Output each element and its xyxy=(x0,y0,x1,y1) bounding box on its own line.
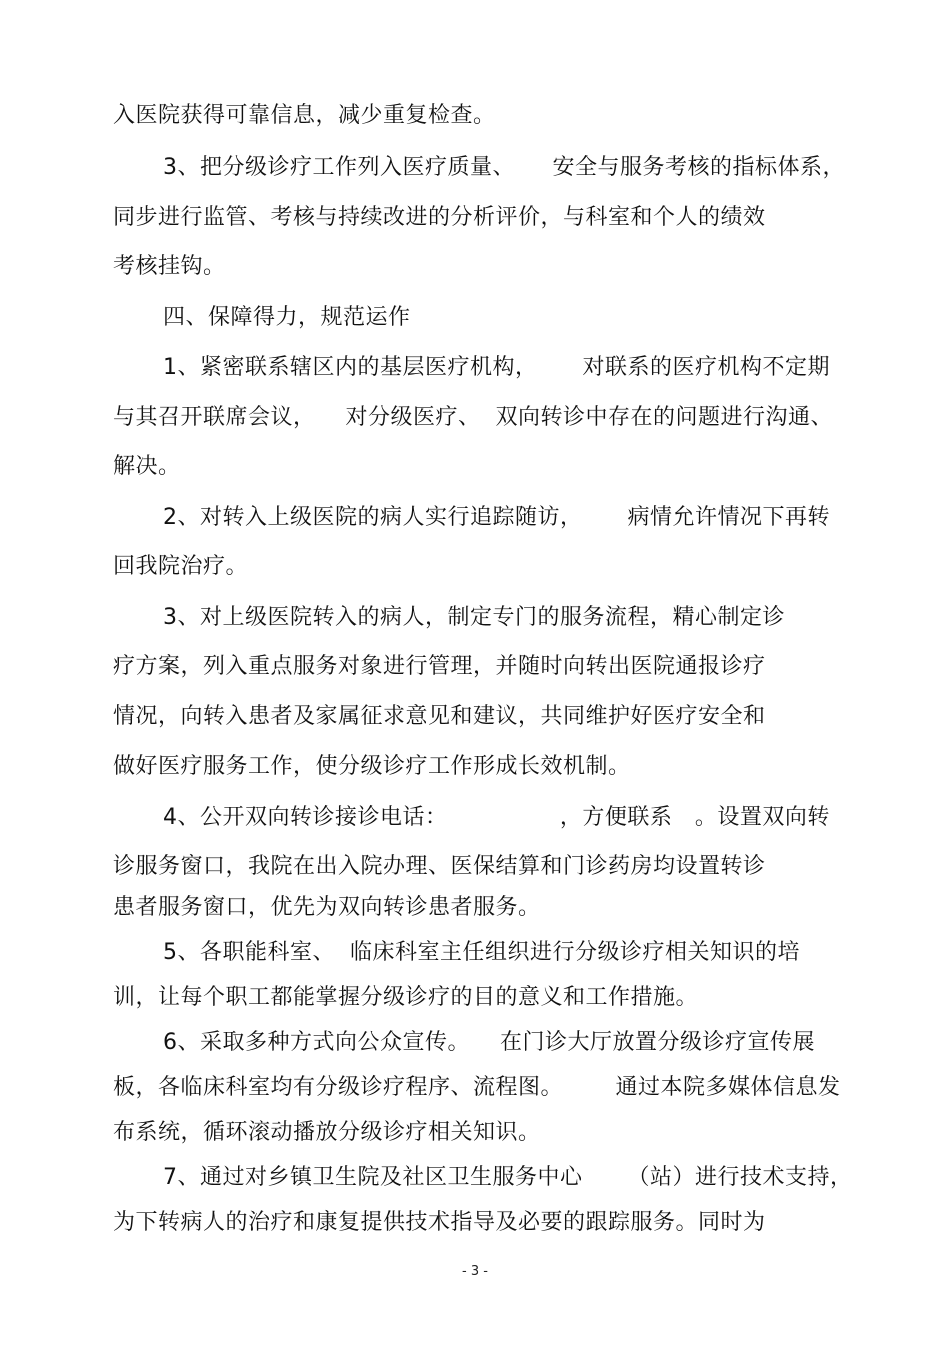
text-line: 3、对上级医院转入的病人，制定专门的服务流程，精心制定诊 xyxy=(163,605,785,630)
text-line: 回我院治疗。 xyxy=(113,554,249,579)
text-line: 疗方案，列入重点服务对象进行管理，并随时向转出医院通报诊疗 xyxy=(113,654,766,679)
text-line: 板，各临床科室均有分级诊疗程序、流程图。 通过本院多媒体信息发 xyxy=(113,1075,841,1100)
text-line: 诊服务窗口，我院在出入院办理、医保结算和门诊药房均设置转诊 xyxy=(113,854,766,879)
text-line: 考核挂钩。 xyxy=(113,254,226,279)
text-line: 为下转病人的治疗和康复提供技术指导及必要的跟踪服务。同时为 xyxy=(113,1210,766,1235)
text-line: 入医院获得可靠信息，减少重复检查。 xyxy=(113,103,496,128)
text-line: 7、通过对乡镇卫生院及社区卫生服务中心 （站）进行技术支持， xyxy=(163,1165,853,1190)
text-line: 患者服务窗口，优先为双向转诊患者服务。 xyxy=(113,895,541,920)
text-line: 6、采取多种方式向公众宣传。 在门诊大厅放置分级诊疗宣传展 xyxy=(163,1030,815,1055)
text-line: 解决。 xyxy=(113,454,181,479)
text-line: 做好医疗服务工作，使分级诊疗工作形成长效机制。 xyxy=(113,754,631,779)
text-line: 同步进行监管、考核与持续改进的分析评价，与科室和个人的绩效 xyxy=(113,205,766,230)
text-line: 与其召开联席会议， 对分级医疗、 双向转诊中存在的问题进行沟通、 xyxy=(113,405,833,430)
page-number: - 3 - xyxy=(462,1264,488,1279)
text-line: 布系统，循环滚动播放分级诊疗相关知识。 xyxy=(113,1120,541,1145)
text-line: 5、各职能科室、 临床科室主任组织进行分级诊疗相关知识的培 xyxy=(163,940,800,965)
text-line: 2、对转入上级医院的病人实行追踪随访， 病情允许情况下再转 xyxy=(163,505,830,530)
text-line: 4、公开双向转诊接诊电话： ，方便联系 。设置双向转 xyxy=(163,805,830,830)
text-line: 训，让每个职工都能掌握分级诊疗的目的意义和工作措施。 xyxy=(113,985,699,1010)
text-line: 情况，向转入患者及家属征求意见和建议，共同维护好医疗安全和 xyxy=(113,704,766,729)
text-line: 1、紧密联系辖区内的基层医疗机构， 对联系的医疗机构不定期 xyxy=(163,355,830,380)
text-line: 3、把分级诊疗工作列入医疗质量、 安全与服务考核的指标体系， xyxy=(163,155,845,180)
section-heading: 四、保障得力，规范运作 xyxy=(163,305,411,330)
